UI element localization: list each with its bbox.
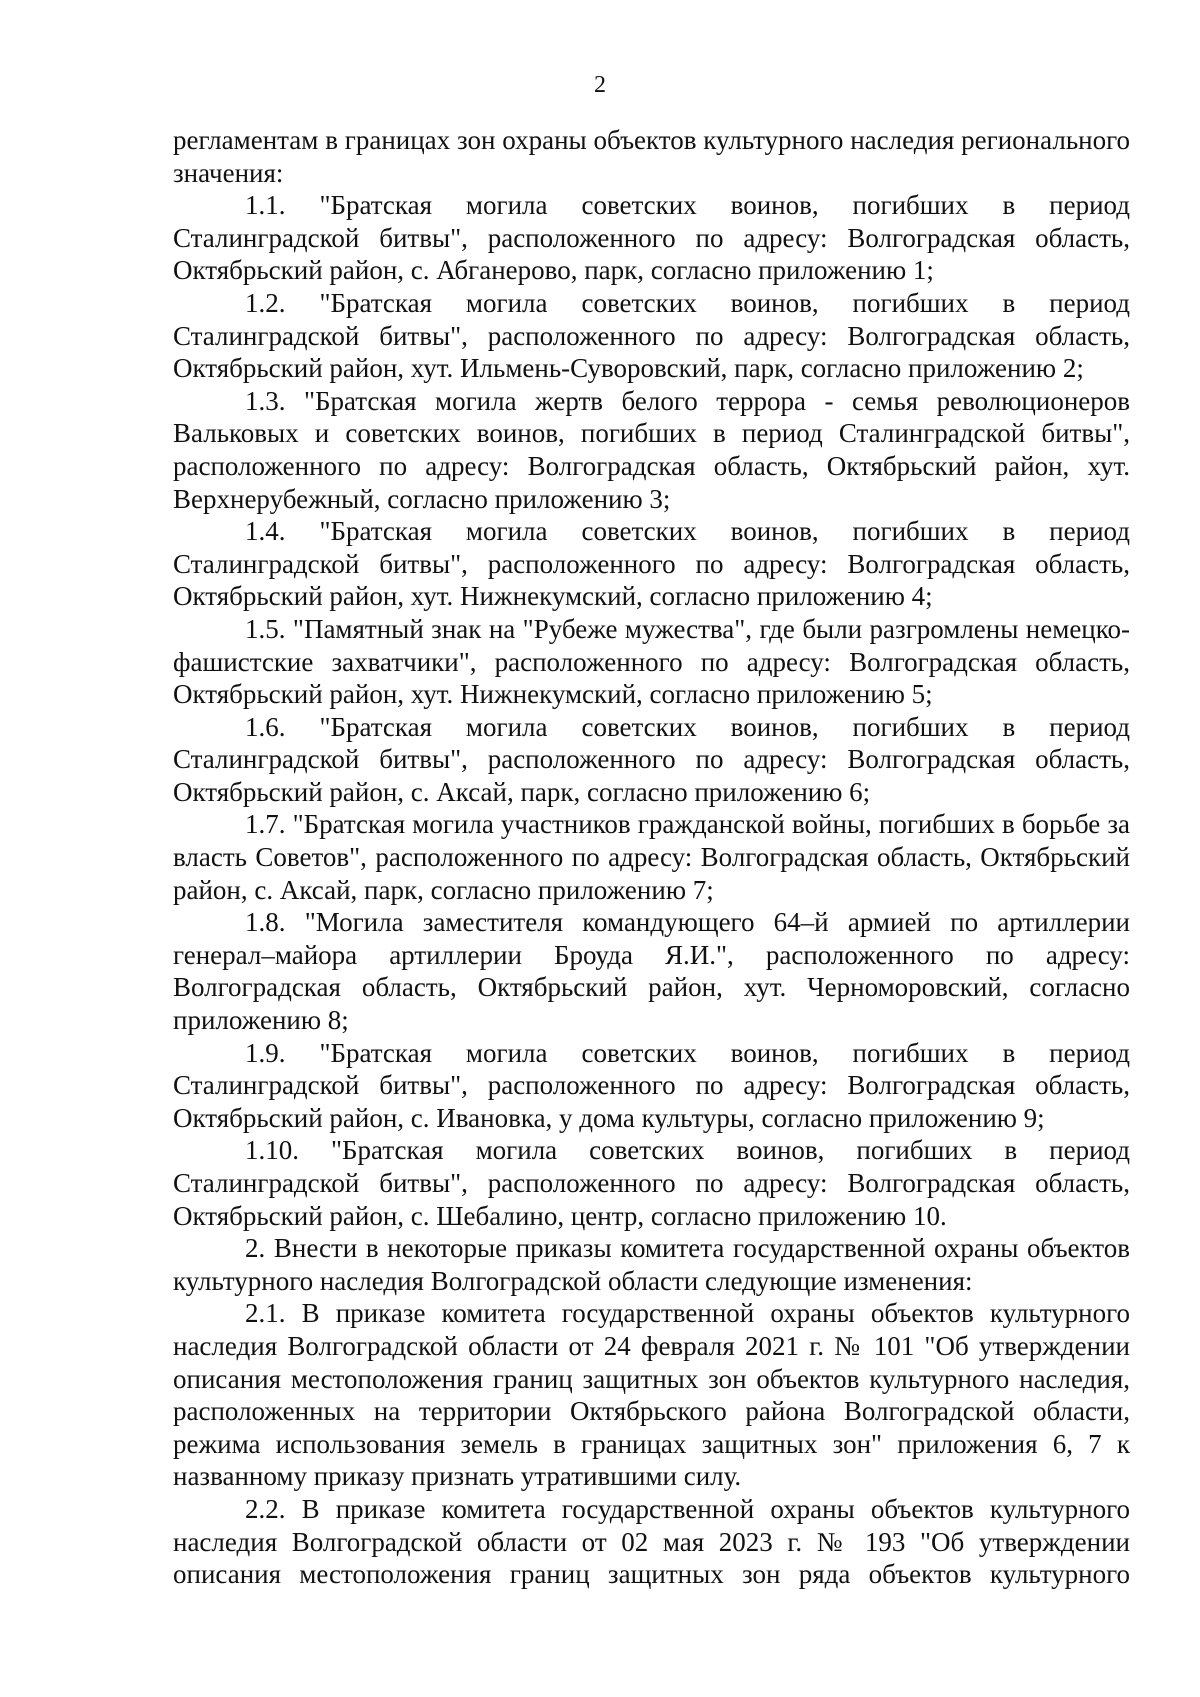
- paragraph-item-1-7: 1.7. "Братская могила участников гражданской войны, погибших в борьбе за власть Советов", расположенного по адресу: Волгоградская область, Октябрьский район, с. Аксай, парк, согласно приложению 7;: [173, 809, 1130, 905]
- paragraph-item-2-1: 2.1. В приказе комитета государственной охраны объектов культурного наследия Волгоградской области от 24 февраля 2021 г. № 101 "Об утверждении описания местоположения границ защитных зон объектов культурного наследия, расположенных на территории Октябрьского района Волгоградской области, режима использования земель в границах защитных зон" приложения 6, 7 к названному приказу признать утратившими силу.: [173, 1298, 1130, 1492]
- page-number: 2: [594, 72, 606, 98]
- paragraph-item-1-3: 1.3. "Братская могила жертв белого террора - семья революционеров Вальковых и советских воинов, погибших в период Сталинградской битвы", расположенного по адресу: Волгоградская область, Октябрьский район, хут. Верхнерубежный, согласно приложению 3;: [173, 385, 1130, 514]
- paragraph-item-1-2: 1.2. "Братская могила советских воинов, погибших в период Сталинградской битвы", расположенного по адресу: Волгоградская область, Октябрьский район, хут. Ильмень-Суворовский, парк, согласно приложению 2;: [173, 287, 1130, 384]
- paragraph-item-1-10: 1.10. "Братская могила советских воинов, погибших в период Сталинградской битвы", расположенного по адресу: Волгоградская область, Октябрьский район, с. Шебалино, центр, согласно приложению 10.: [173, 1135, 1130, 1231]
- document-body: [173, 124, 1130, 1591]
- paragraph-item-1-4: 1.4. "Братская могила советских воинов, погибших в период Сталинградской битвы", расположенного по адресу: Волгоградская область, Октябрьский район, хут. Нижнекумский, согласно приложению 4;: [173, 516, 1130, 612]
- paragraph-continuation: регламентам в границах зон охраны объектов культурного наследия регионального значения:: [173, 125, 1130, 188]
- paragraph-item-1-6: 1.6. "Братская могила советских воинов, погибших в период Сталинградской битвы", расположенного по адресу: Волгоградская область, Октябрьский район, с. Аксай, парк, согласно приложению 6;: [173, 711, 1130, 807]
- paragraph-item-1-9: 1.9. "Братская могила советских воинов, погибших в период Сталинградской битвы", расположенного по адресу: Волгоградская область, Октябрьский район, с. Ивановка, у дома культуры, согласно приложению 9;: [173, 1037, 1130, 1133]
- paragraph-item-2: 2. Внести в некоторые приказы комитета государственной охраны объектов культурного наследия Волгоградской области следующие изменения:: [173, 1233, 1130, 1296]
- paragraph-item-1-5: 1.5. "Памятный знак на "Рубеже мужества", где были разгромлены немецко-фашистские захватчики", расположенного по адресу: Волгоградская область, Октябрьский район, хут. Нижнекумский, согласно приложению 5;: [173, 613, 1130, 710]
- paragraph-item-1-1: 1.1. "Братская могила советских воинов, погибших в период Сталинградской битвы", расположенного по адресу: Волгоградская область, Октябрьский район, с. Абганерово, парк, согласно приложению 1;: [173, 190, 1130, 286]
- paragraph-item-2-2: 2.2. В приказе комитета государственной охраны объектов культурного наследия Волгоградской области от 02 мая 2023 г. № 193 "Об утверждении описания местоположения границ защитных зон ряда объектов культурного: [173, 1493, 1130, 1590]
- paragraph-item-1-8: 1.8. "Могила заместителя командующего 64–й армией по артиллерии генерал–майора артиллерии Броуда Я.И.", расположенного по адресу: Волгоградская область, Октябрьский район, хут. Черноморовский, согласно приложению 8;: [173, 907, 1130, 1036]
